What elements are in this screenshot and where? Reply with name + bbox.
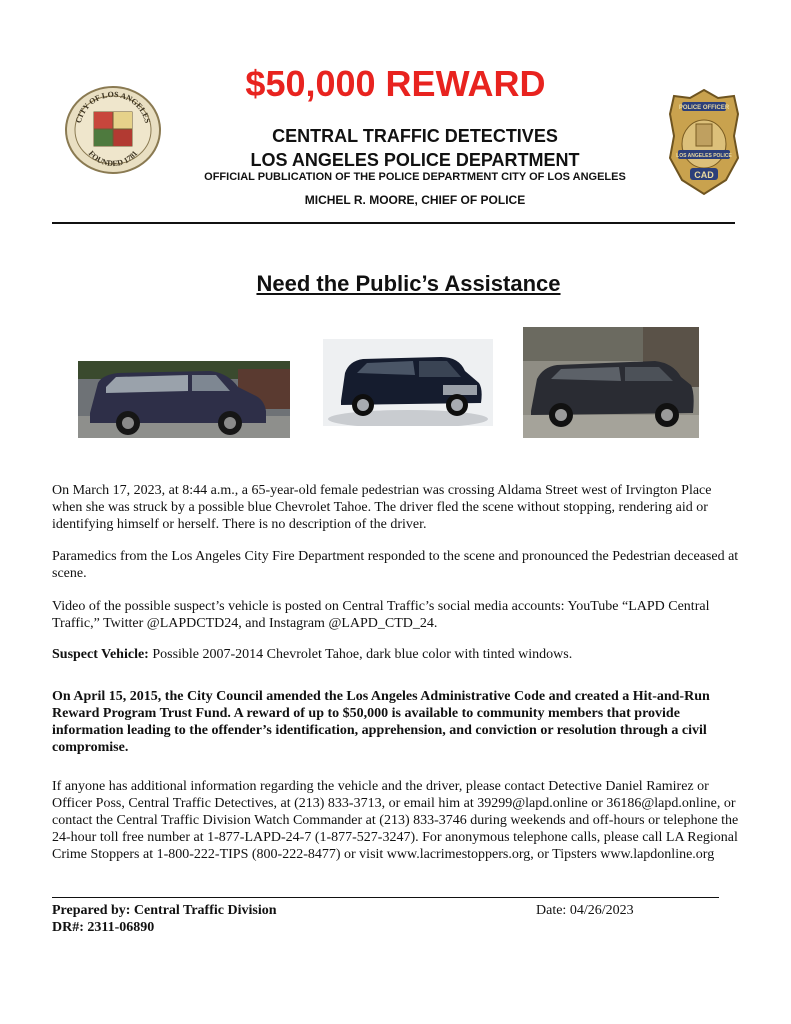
seal-text-bottom: FOUNDED 1781 [86, 148, 140, 169]
prepared-by: Prepared by: Central Traffic Division [52, 903, 277, 918]
department-heading: LOS ANGELES POLICE DEPARTMENT [250, 150, 580, 170]
contact-paragraph: If anyone has additional information regarding the vehicle and the driver, please contact Detective Daniel Ramirez or Officer Poss, Central Traffic Detectives, at (213) 833-3713, or email him at 39299@lapd.online or 36186@lapd.online, or contact the Central Traffic Division Watch Commander at (213) 833-3746 during weekends and off-hours or telephone the 24-hour toll free number at 1-877-LAPD-24-7 (1-877-527-3247). For anonymous telephone calls, please call LA Regional Crime Stoppers at 1-800-222-TIPS (800-222-8477) or visit www.lacrimestoppers.org, or Tipsters www.lapdonline.org [52, 779, 739, 862]
badge-text-bottom: CAD [694, 170, 714, 180]
footer-divider [52, 897, 719, 898]
suspect-vehicle-text: Possible 2007-2014 Chevrolet Tahoe, dark blue color with tinted windows. [148, 647, 573, 662]
suspect-vehicle-label: Suspect Vehicle: [52, 647, 149, 662]
suspect-vehicle-paragraph [52, 646, 742, 663]
seal-text-top: CITY OF LOS ANGELES [73, 89, 153, 125]
dr-number: DR#: 2311-06890 [52, 920, 155, 935]
reward-heading: $50,000 REWARD [245, 63, 546, 104]
suv-photo-surveillance [523, 327, 699, 438]
publication-date: Date: 04/26/2023 [536, 903, 634, 918]
header-divider [52, 222, 735, 224]
paramedics-paragraph: Paramedics from the Los Angeles City Fire Department responded to the scene and pronounced the Pedestrian deceased at scene. [52, 549, 739, 581]
unit-heading: CENTRAL TRAFFIC DETECTIVES [272, 126, 558, 146]
suv-photo-showroom [323, 339, 493, 426]
page-title: Need the Public’s Assistance [256, 271, 561, 296]
reward-program-paragraph: On April 15, 2015, the City Council amended the Los Angeles Administrative Code and created a Hit-and-Run Reward Program Trust Fund. A reward of up to $50,000 is available to community members that provide information leading to the offender’s identification, apprehension, and conviction or resolution through a civil compromise. [52, 689, 710, 755]
suv-photo-side-view [78, 361, 290, 438]
badge-text-middle: LOS ANGELES POLICE [676, 153, 732, 159]
video-paragraph: Video of the possible suspect’s vehicle is posted on Central Traffic’s social media accounts: YouTube “LAPD Central Traffic,” Twitter @LAPDCTD24, and Instagram @LAPD_CTD_24. [52, 599, 710, 631]
chief-line: MICHEL R. MOORE, CHIEF OF POLICE [304, 193, 526, 207]
publication-line: OFFICIAL PUBLICATION OF THE POLICE DEPARTMENT CITY OF LOS ANGELES [204, 171, 626, 183]
badge-text-top: POLICE OFFICER [678, 105, 730, 111]
incident-paragraph: On March 17, 2023, at 8:44 a.m., a 65-year-old female pedestrian was crossing Aldama Street west of Irvington Place when she was struck by a possible blue Chevrolet Tahoe. The driver fled the scene without stopping, rendering aid or identifying himself or herself. There is no description of the driver. [52, 483, 712, 532]
